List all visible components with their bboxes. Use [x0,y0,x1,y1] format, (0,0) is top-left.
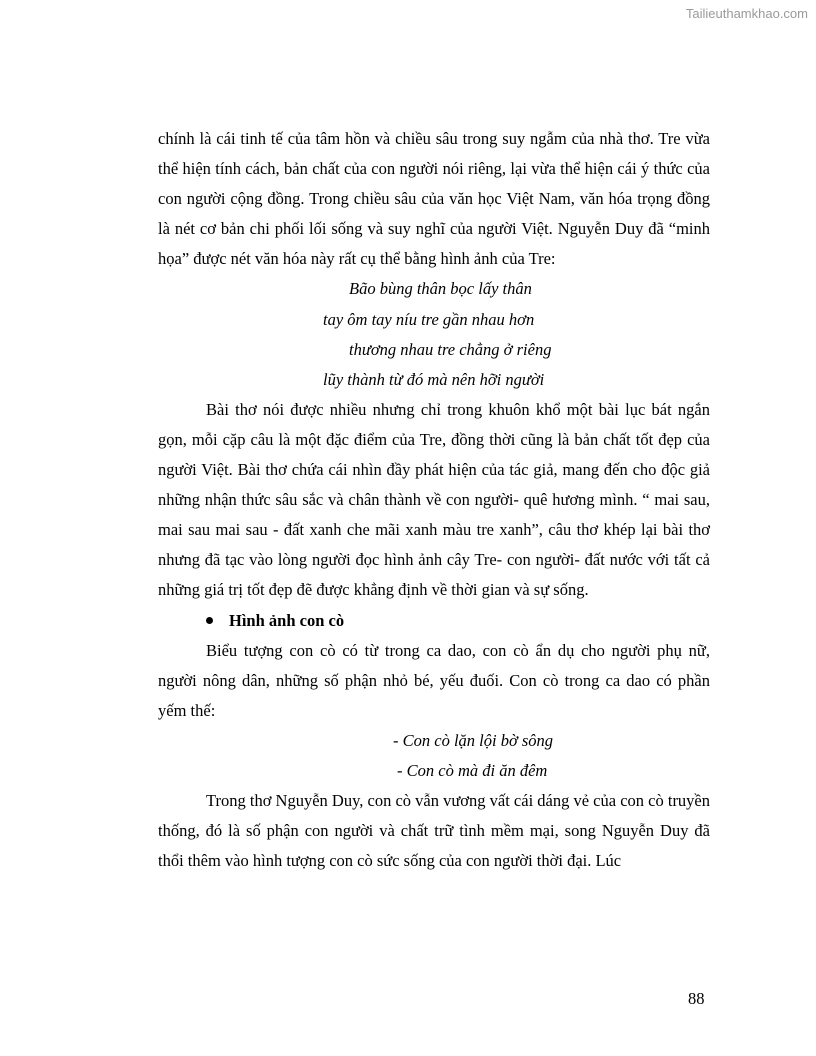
page-content [158,124,710,876]
page-number: 88 [688,989,705,1008]
poem-line: lũy thành từ đó mà nên hỡi người [323,369,545,389]
section-heading [158,606,710,636]
poem-line: - Con cò mà đi ăn đêm [397,760,548,780]
poem-line: - Con cò lặn lội bờ sông [393,730,554,750]
paragraph-1: chính là cái tinh tế của tâm hồn và chiều sâu trong suy ngẫm của nhà thơ. Tre vừa thể hiện tính cách, bản chất của con người nói riêng, lại vừa thể hiện cái ý thức của con người cộng đồng. Trong chiều sâu của văn học Việt Nam, văn hóa trọng đồng là nét cơ bản chi phối lối sống và suy nghĩ của người Việt. Nguyễn Duy đã “minh họa” được nét văn hóa này rất cụ thể bằng hình ảnh của Tre: [158,129,710,269]
section-heading-text: Hình ảnh con cò [229,610,345,630]
poem-line: thương nhau tre chẳng ở riêng [349,339,552,359]
watermark: Tailieuthamkhao.com [685,6,808,21]
paragraph-3: Biểu tượng con cò có từ trong ca dao, con cò ẩn dụ cho người phụ nữ, người nông dân, những số phận nhỏ bé, yếu đuối. Con cò trong ca dao có phần yếm thế: [158,640,710,720]
poem-line: tay ôm tay níu tre gần nhau hơn [323,309,535,329]
paragraph-4: Trong thơ Nguyễn Duy, con cò vẫn vương vất cái dáng vẻ của con cò truyền thống, đó là số phận con người và chất trữ tình mềm mại, song Nguyễn Duy đã thổi thêm vào hình tượng con cò sức sống của con người thời đại. Lúc [158,791,711,871]
paragraph-2: Bài thơ nói được nhiều nhưng chỉ trong khuôn khổ một bài lục bát ngắn gọn, mỗi cặp câu là một đặc điểm của Tre, đồng thời cũng là bản chất tốt đẹp của người Việt. Bài thơ chứa cái nhìn đầy phát hiện của tác giả, mang đến cho độc giả những nhận thức sâu sắc và chân thành về con người- quê hương mình. “ mai sau, mai sau mai sau - đất xanh che mãi xanh màu tre xanh”, câu thơ khép lại bài thơ nhưng đã tạc vào lòng người đọc hình ảnh cây Tre- con người- đất nước với tất cả những giá trị tốt đẹp đẽ được khẳng định về thời gian và sự sống. [158,399,710,600]
poem-bamboo [158,274,710,394]
poem-line: Bão bùng thân bọc lấy thân [349,279,532,299]
poem-stork [158,726,710,786]
bullet-icon [206,617,213,624]
